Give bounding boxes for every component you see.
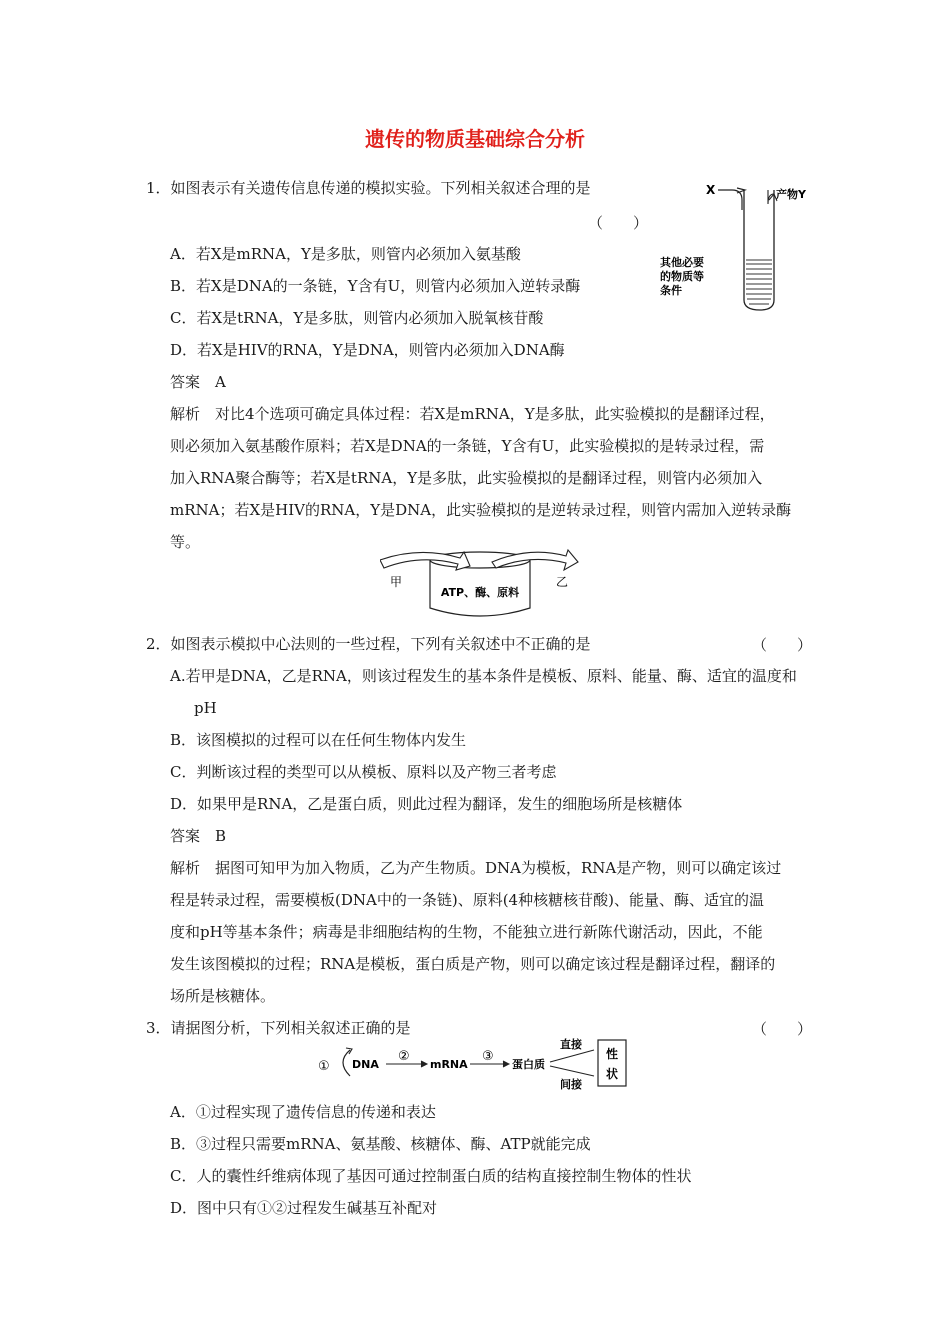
- q3-option-c: C．人的囊性纤维病体现了基因可通过控制蛋白质的结构直接控制生物体的性状: [170, 1167, 692, 1185]
- cylinder-label: ATP、酶、原料: [440, 586, 520, 599]
- transcription-arrowhead: [421, 1061, 427, 1067]
- q1-analysis-line: 等。: [170, 533, 201, 551]
- tube-outline: [744, 190, 774, 310]
- q2-stem: 2．如图表示模拟中心法则的一些过程，下列有关叙述中不正确的是: [146, 635, 591, 653]
- mrna-label: mRNA: [430, 1058, 468, 1071]
- trait-label: 性: [605, 1047, 619, 1061]
- q1-option-d: D．若X是HIV的RNA，Y是DNA，则管内必须加入DNA酶: [170, 341, 565, 359]
- step-1-marker: ①: [318, 1059, 330, 1074]
- q2-analysis-line: 发生该图模拟的过程；RNA是模板，蛋白质是产物，则可以确定该过程是翻译过程，翻译的: [170, 955, 776, 973]
- test-tube-figure: [660, 176, 820, 316]
- q1-answer-bracket: （ ）: [588, 214, 649, 232]
- x-label: X: [706, 183, 716, 197]
- q3-stem: 3．请据图分析，下列相关叙述正确的是: [146, 1019, 411, 1037]
- trait-label: 状: [605, 1067, 619, 1081]
- q1-answer: 答案 A: [170, 373, 226, 391]
- direct-label: 直接: [560, 1038, 582, 1051]
- input-label: 甲: [390, 575, 403, 589]
- q1-analysis-line: mRNA；若X是HIV的RNA，Y是DNA，此实验模拟的是逆转录过程，则管内需加入逆转录酶: [170, 501, 792, 519]
- protein-label: 蛋白质: [512, 1058, 545, 1071]
- q2-option-b: B．该图模拟的过程可以在任何生物体内发生: [170, 731, 467, 749]
- gene-expression-flow-figure: [310, 1036, 640, 1090]
- dna-label: DNA: [352, 1058, 379, 1071]
- q2-option-a-cont: pH: [194, 699, 217, 717]
- q3-answer-bracket: （ ）: [752, 1020, 813, 1038]
- q2-analysis-line: 度和pH等基本条件；病毒是非细胞结构的生物，不能独立进行新陈代谢活动，因此，不能: [170, 923, 763, 941]
- step-3-marker: ③: [482, 1049, 494, 1064]
- q1-analysis-line: 则必须加入氨基酸作原料；若X是DNA的一条链，Y含有U，此实验模拟的是转录过程，需: [170, 437, 765, 455]
- condition-label: 的物质等: [660, 270, 704, 283]
- q2-analysis-line: 程是转录过程，需要模板(DNA中的一条链)、原料(4种核糖核苷酸)、能量、酶、适宜的温: [170, 891, 764, 909]
- step-2-marker: ②: [398, 1049, 410, 1064]
- central-dogma-cylinder-figure: [380, 548, 580, 626]
- q1-option-b: B．若X是DNA的一条链，Y含有U，则管内必须加入逆转录酶: [170, 277, 581, 295]
- y-label: 产物Y: [776, 188, 806, 201]
- direct-arrow: [550, 1050, 594, 1062]
- indirect-arrow: [550, 1066, 594, 1076]
- q1-option-a: A．若X是mRNA，Y是多肽，则管内必须加入氨基酸: [170, 245, 521, 263]
- q2-answer-bracket: （ ）: [752, 636, 813, 654]
- q2-answer: 答案 B: [170, 827, 227, 845]
- q2-analysis-line: 解析 据图可知甲为加入物质，乙为产生物质。DNA为模板，RNA是产物，则可以确定该过: [170, 859, 782, 877]
- indirect-label: 间接: [560, 1078, 582, 1090]
- translation-arrowhead: [503, 1061, 509, 1067]
- q3-option-d: D．图中只有①②过程发生碱基互补配对: [170, 1199, 438, 1217]
- q3-option-a: A．①过程实现了遗传信息的传递和表达: [170, 1103, 436, 1121]
- q1-analysis-line: 解析 对比4个选项可确定具体过程：若X是mRNA，Y是多肽，此实验模拟的是翻译过程，: [170, 405, 775, 423]
- q1-analysis-line: 加入RNA聚合酶等；若X是tRNA，Y是多肽，此实验模拟的是翻译过程，则管内必须加入: [170, 469, 763, 487]
- q1-option-c: C．若X是tRNA，Y是多肽，则管内必须加入脱氧核苷酸: [170, 309, 544, 327]
- q2-option-c: C．判断该过程的类型可以从模板、原料以及产物三者考虑: [170, 763, 557, 781]
- q2-option-a: A.若甲是DNA，乙是RNA，则该过程发生的基本条件是模板、原料、能量、酶、适宜的温度和: [170, 667, 797, 685]
- output-label: 乙: [556, 575, 569, 589]
- q2-analysis-line: 场所是核糖体。: [170, 987, 276, 1005]
- tube-liquid: [746, 260, 772, 304]
- q1-stem: 1．如图表示有关遗传信息传递的模拟实验。下列相关叙述合理的是: [146, 179, 591, 197]
- condition-label: 条件: [660, 284, 682, 297]
- q2-option-d: D．如果甲是RNA，乙是蛋白质，则此过程为翻译，发生的细胞场所是核糖体: [170, 795, 683, 813]
- page-title: 遗传的物质基础综合分析: [365, 127, 585, 151]
- q3-option-b: B．③过程只需要mRNA、氨基酸、核糖体、酶、ATP就能完成: [170, 1135, 591, 1153]
- condition-label: 其他必要: [660, 256, 704, 269]
